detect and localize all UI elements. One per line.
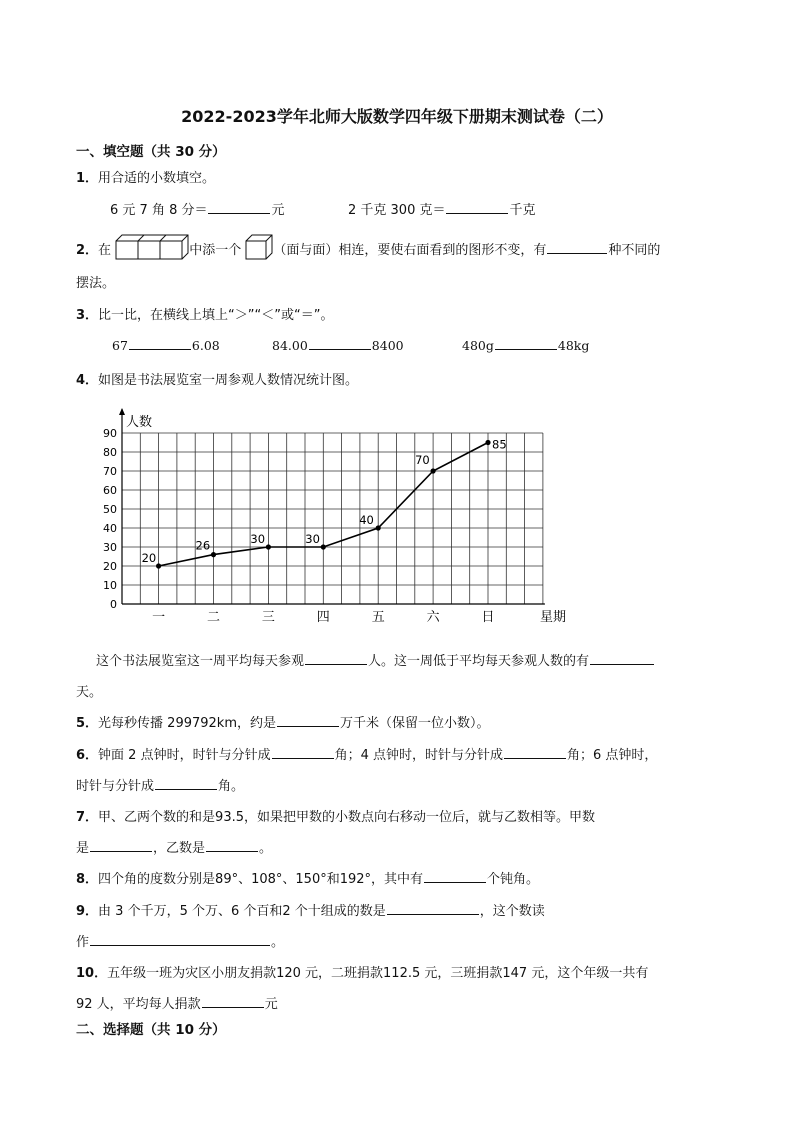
question-3-part-a: [112, 337, 220, 353]
answer-blank[interactable]: [129, 337, 191, 350]
y-axis-arrow: [119, 408, 125, 415]
question-number: 9．: [76, 904, 99, 919]
x-tick-label: 六: [426, 610, 440, 625]
question-number: 8．: [76, 872, 99, 887]
unit-label: 元: [271, 203, 285, 218]
question-7: [76, 806, 595, 825]
question-text: 如图是书法展览室一周参观人数情况统计图。: [98, 373, 359, 388]
question-text: 万千米（保留一位小数）。: [340, 716, 490, 731]
compare-left: 84.00: [272, 338, 308, 353]
question-10: [76, 962, 648, 981]
y-tick-label: 20: [103, 560, 117, 573]
x-axis-label: 星期: [540, 610, 567, 625]
answer-blank[interactable]: [90, 933, 270, 946]
question-3-part-b: [272, 337, 404, 353]
question-4-followup-line2: 天。: [76, 685, 103, 700]
chart-axes: [119, 408, 545, 604]
question-1: [76, 167, 215, 186]
question-3-part-c: [462, 337, 589, 353]
answer-blank[interactable]: [309, 337, 371, 350]
data-label: 26: [195, 538, 211, 553]
question-9: [76, 900, 545, 919]
question-number: 3．: [76, 308, 99, 323]
compare-right: 48kg: [557, 338, 590, 353]
y-tick-label: 0: [110, 598, 117, 611]
answer-blank[interactable]: [208, 201, 270, 214]
y-tick-label: 40: [103, 522, 117, 535]
question-number: 7．: [76, 810, 99, 825]
question-text: 光每秒传播 299792km，约是: [98, 716, 276, 731]
data-point: [485, 440, 490, 445]
question-number: 4．: [76, 373, 99, 388]
x-tick-label: 四: [316, 610, 330, 625]
compare-right: 8400: [371, 338, 404, 353]
question-2-line2: 摆法。: [76, 276, 116, 291]
question-text: 是: [76, 841, 90, 856]
question-6: [76, 744, 657, 763]
y-tick-label: 10: [103, 579, 117, 592]
y-tick-label: 50: [103, 503, 117, 516]
question-number: 10．: [76, 966, 108, 981]
question-text: 种不同的: [608, 243, 661, 258]
data-point: [266, 544, 271, 549]
y-tick-label: 90: [103, 427, 117, 440]
x-tick-label: 二: [206, 610, 221, 625]
question-number: 1．: [76, 171, 99, 186]
question-text: 甲、乙两个数的和是93.5，如果把甲数的小数点向右移动一位后，就与乙数相等。甲数: [98, 810, 595, 825]
data-point: [211, 552, 216, 557]
question-4-followup: [96, 650, 655, 669]
answer-blank[interactable]: [90, 839, 152, 852]
data-label: 70: [415, 453, 430, 467]
page-title: 2022-2023学年北师大版数学四年级下册期末测试卷（二）: [181, 107, 613, 126]
chart-grid: [122, 433, 543, 604]
question-5: [76, 712, 490, 731]
question-8: [76, 868, 539, 887]
data-point: [156, 563, 161, 568]
y-tick-label: 70: [103, 465, 117, 478]
answer-blank[interactable]: [305, 652, 367, 665]
answer-blank[interactable]: [446, 201, 508, 214]
question-text: 个钝角。: [487, 872, 540, 887]
section-heading-fill-blank: 一、填空题（共 30 分）: [76, 144, 226, 160]
question-text: 钟面 2 点钟时，时针与分针成: [98, 748, 271, 763]
compare-right: 6.08: [191, 338, 220, 353]
question-3: [76, 304, 333, 323]
line-chart: [80, 405, 580, 630]
unit-label: 千克: [509, 203, 536, 218]
question-text: 用合适的小数填空。: [98, 171, 216, 186]
data-label: 30: [305, 532, 320, 546]
question-text: ，这个数读: [479, 904, 545, 919]
question-text: 时针与分针成: [76, 779, 155, 794]
data-label: 30: [250, 532, 266, 546]
answer-blank[interactable]: [277, 714, 339, 727]
three-cubes-figure: [115, 234, 189, 267]
answer-blank[interactable]: [424, 870, 486, 883]
y-axis-label: 人数: [126, 415, 153, 430]
question-text: 元: [264, 997, 278, 1012]
question-text: 角；6 点钟时，: [567, 748, 658, 763]
single-cube-figure: [245, 234, 273, 267]
answer-blank[interactable]: [206, 839, 258, 852]
x-tick-label: 五: [371, 610, 385, 625]
answer-blank[interactable]: [272, 746, 334, 759]
question-text: （面与面）相连，要使右面看到的图形不变，有: [273, 243, 547, 258]
data-point: [376, 525, 381, 530]
question-text: 角。: [218, 779, 245, 794]
y-tick-label: 60: [103, 484, 117, 497]
y-tick-label: 80: [103, 446, 117, 459]
question-text: 比一比，在横线上填上“＞”“＜”或“＝”。: [98, 308, 334, 323]
question-text: 92 人，平均每人捐款: [76, 997, 201, 1012]
chart-y-tick-labels: [103, 427, 117, 611]
question-1-part-a: [110, 199, 285, 218]
question-number: 5．: [76, 716, 99, 731]
section-heading-multiple-choice: 二、选择题（共 10 分）: [76, 1022, 226, 1038]
x-tick-label: 三: [261, 610, 275, 625]
question-text: 由 3 个千万，5 个万、6 个百和2 个十组成的数是: [98, 904, 386, 919]
question-text: 6 元 7 角 8 分＝: [110, 203, 208, 218]
question-7-line2: [76, 837, 272, 856]
y-tick-label: 30: [103, 541, 117, 554]
data-point: [431, 468, 436, 473]
answer-blank[interactable]: [504, 746, 566, 759]
x-tick-label: 日: [481, 610, 495, 625]
question-text: 中添一个: [189, 243, 242, 258]
question-text: ，乙数是: [153, 841, 206, 856]
answer-blank[interactable]: [590, 652, 654, 665]
answer-blank[interactable]: [495, 337, 557, 350]
question-text: 。: [259, 841, 273, 856]
compare-left: 480g: [462, 338, 494, 353]
question-1-part-b: [348, 199, 536, 218]
question-text: 角；4 点钟时，时针与分针成: [334, 748, 503, 763]
compare-left: 67: [112, 338, 128, 353]
question-text: 人。这一周低于平均每天参观人数的有: [368, 654, 590, 669]
answer-blank[interactable]: [155, 777, 217, 790]
data-point: [321, 544, 326, 549]
question-6-line2: [76, 775, 244, 794]
x-tick-label: 一: [152, 610, 166, 625]
question-text: 这个书法展览室这一周平均每天参观: [96, 654, 305, 669]
question-9-line2: [76, 931, 284, 950]
question-text: 作: [76, 935, 90, 950]
chart-x-tick-labels: [152, 610, 494, 625]
data-label: 40: [359, 513, 374, 527]
answer-blank[interactable]: [387, 902, 479, 915]
data-label: 85: [492, 437, 507, 452]
data-label: 20: [141, 551, 157, 565]
question-text: 。: [271, 935, 285, 950]
question-10-line2: [76, 993, 278, 1012]
question-text: 五年级一班为灾区小朋友捐款120 元，二班捐款112.5 元，三班捐款147 元，这个年级一共有: [107, 966, 649, 981]
question-text: 四个角的度数分别是89°、108°、150°和192°，其中有: [98, 872, 424, 887]
answer-blank[interactable]: [547, 241, 607, 254]
question-number: 6．: [76, 748, 99, 763]
question-4: [76, 369, 358, 388]
answer-blank[interactable]: [202, 995, 264, 1008]
question-number: 2．: [76, 243, 99, 258]
question-text: 2 千克 300 克＝: [348, 203, 446, 218]
question-text: 在: [98, 243, 112, 258]
question-2: [76, 234, 660, 267]
